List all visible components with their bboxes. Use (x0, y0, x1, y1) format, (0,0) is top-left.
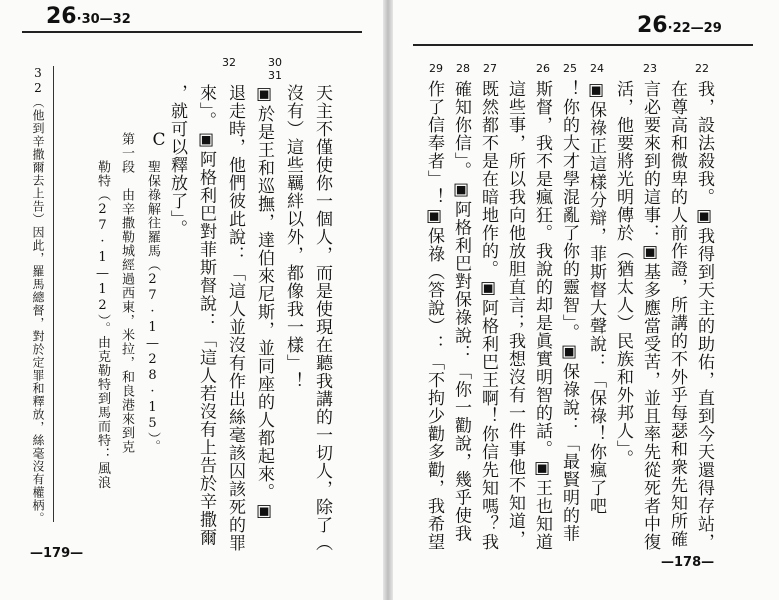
section-letter: C (149, 130, 169, 151)
left-footnote: 32（他到辛撒爾去上告）因此，羅馬總督，對於定罪和釋放，絲毫沒有權柄。 (31, 66, 45, 525)
left-verse-number-32: 32 (222, 56, 236, 69)
right-text-column-10: 確知你信」。▣阿格利巴對保祿說：「你一勸說，幾乎使我 (451, 80, 471, 543)
right-verse-number-25: 25 (563, 62, 577, 75)
right-text-column-9: 既然都不是在暗地作的。▣阿格利巴王啊！你信先知嗎？我 (478, 80, 498, 551)
right-header-range: ·22—29 (667, 21, 722, 36)
right-verse-number-22: 22 (695, 62, 709, 75)
right-text-column-6: ！你的大才學混亂了你的靈智」。▣保祿說：「最賢明的菲 (559, 80, 579, 543)
right-page-number: —178— (661, 555, 715, 570)
right-text-column-1: 我，設法殺我。▣我得到天主的助佑，直到今天還得存站， (694, 80, 714, 551)
right-verse-number-29: 29 (429, 62, 443, 75)
footnote-divider (53, 66, 54, 522)
left-text-column-6: ，就可以釋放了」。 (167, 84, 187, 238)
section-title: 聖保祿解往羅馬（27·1—28·15）。 (145, 160, 160, 454)
right-text-column-4: 活，他要將光明傳於（猶太人）民族和外邦人」。 (613, 80, 633, 468)
right-text-column-11: 作了信奉者」！▣保祿（答說）：「不拘少勸多勸，我希望 (424, 80, 444, 551)
right-text-column-7: 斯督，我不是瘋狂。我說的却是眞實明智的話。▣王也知道 (532, 80, 552, 551)
left-text-column-4: 退走時，他們彼此說：「這人並沒有作出絲毫該囚該死的罪 (225, 84, 245, 552)
left-verse-number-30: 30 (268, 56, 282, 69)
right-header-chapter: 26 (637, 13, 668, 38)
book-gutter (383, 0, 393, 600)
right-text-column-3: 言必要來到的這事：▣基多應當受苦，並且率先從死者中復 (640, 80, 660, 551)
right-header-rule (413, 44, 753, 46)
left-header-rule (22, 31, 362, 33)
right-page-header (637, 13, 722, 38)
right-verse-number-23: 23 (643, 62, 657, 75)
section-subheading-1: 第一段 由辛撒勒城經過西東，米拉，和良港來到克 (119, 132, 134, 454)
right-text-column-2: 在尊高和微卑的人前作證，所講的不外乎每瑟和衆先知所確 (667, 80, 687, 548)
right-verse-number-27: 27 (483, 62, 497, 75)
left-text-column-3: ▣於是王和巡撫，達伯來尼斯，並同座的人都起來。▣ (254, 84, 274, 522)
left-header-range: ·30—32 (76, 12, 131, 27)
left-verse-number-31: 31 (268, 69, 282, 82)
left-text-column-1: 天主不僅使你一個人，而是使現在聽我講的一切人，除了（ (312, 84, 332, 552)
left-page-number: —179— (30, 546, 84, 561)
left-page (0, 0, 383, 600)
right-text-column-8: 這些事，所以我向他放胆直言；我想沒有一件事他不知道， (505, 80, 525, 548)
right-page (393, 0, 779, 600)
right-verse-number-28: 28 (456, 62, 470, 75)
right-verse-number-26: 26 (536, 62, 550, 75)
right-verse-number-24: 24 (590, 62, 604, 75)
left-text-column-5: 來」。▣阿格利巴對菲斯督說：「這人若沒有上告於辛撒爾 (196, 84, 216, 547)
section-subheading-2: 勒特（27·1—12）。由克勒特到馬而特：風浪 (95, 160, 110, 490)
left-text-column-2: 沒有）這些羈絆以外，都像我一樣」！ (283, 84, 303, 390)
left-page-header (46, 4, 131, 29)
left-header-chapter: 26 (46, 4, 77, 29)
right-text-column-5: ▣保祿正這樣分辯，菲斯督大聲說：「保祿！你瘋了吧 (586, 80, 606, 515)
